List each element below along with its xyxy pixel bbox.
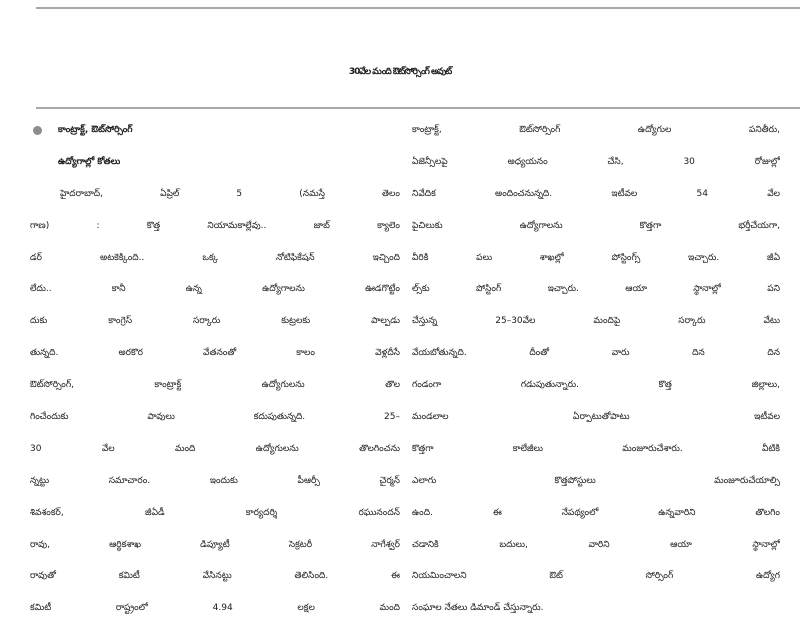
article-line: ఔట్‌సోర్సింగ్, కాంట్రాక్ట్ ఉద్యోగులను తొల <box>30 380 400 391</box>
article-line: దుకు కాంగ్రెస్ సర్కారు కుట్రలకు పాల్పడు <box>30 316 400 327</box>
article-line: 30 వేల మంది ఉద్యోగులను తొలగించను <box>30 443 400 454</box>
article-line: ఏజెన్సీలపై అధ్యయనం చేసి, 30 రోజుల్లో <box>412 156 780 167</box>
subhead-line: ఉద్యోగాల్లో కోతలు <box>58 156 121 167</box>
article-line: లేదు.. కానీ ఉన్న ఉద్యోగాలను ఊడగొట్టేం <box>30 284 400 295</box>
top-rule <box>36 7 800 9</box>
article-line: చడానికి బదులు, వారిని ఆయా స్థానాల్లో <box>412 539 780 550</box>
article-line: శివశంకర్, జీఏడీ కార్యదర్శి రఘునందన్ <box>30 507 400 518</box>
article-column-left <box>30 115 400 625</box>
headline-rule <box>36 107 800 109</box>
bullet-icon <box>33 126 42 135</box>
article-line: పైచిలుకు ఉద్యోగాలను కొత్తగా భర్తీచేయగా, <box>412 220 780 231</box>
article-line: కాంట్రాక్ట్, ఔట్‌సోర్సింగ్ ఉద్యోగుల పనితీరు, <box>412 125 780 135</box>
article-line: కమిటీ రాష్ట్రంలో 4.94 లక్షల మంది <box>30 603 400 614</box>
article-line: చేస్తున్న 25–30వేల మందిపై సర్కారు వేటు <box>412 316 780 327</box>
article-line: గించేందుకు పావులు కదుపుతున్నది. 25– <box>30 412 400 423</box>
article-line: ల్స్‌కు పోస్టింగ్ ఇచ్చారు. ఆయా స్థానాల్లో పని <box>412 284 780 295</box>
article-line: న్నట్టు సమాచారం. ఇందుకు పీఆర్సీ చైర్మన్ <box>30 475 400 486</box>
article-line: తున్నది. అరకొర వేతనంతో కాలం వెళ్లదీసే <box>30 348 400 359</box>
article-line: కొత్తగా కాలేజీలు మంజూరుచేశారు. వీటికి <box>412 443 780 454</box>
article-line: వేయబోతున్నది. దీంతో వారు దిన దిన <box>412 348 780 359</box>
subhead-line: కాంట్రాక్ట్, ఔట్‌సోర్సింగ్ <box>58 125 133 135</box>
article-line: హైదరాబాద్, ఏప్రిల్ 5 (నమస్తే తెలం <box>60 188 400 199</box>
article-line: ఎలాగు కొత్తపోస్టులు మంజూరుచేయాల్సి <box>412 475 780 486</box>
article-line: ఉంది. ఈ నేపథ్యంలో ఉన్నవారిని తొలగిం <box>412 507 780 518</box>
article-line: నియమించాలని ఔట్ సోర్సింగ్ ఉద్యోగ <box>412 571 780 582</box>
subhead <box>30 115 400 179</box>
article-line: నివేదిక అందించనున్నది. ఇటీవల 54 వేల <box>412 188 780 199</box>
article-line: గాణ) : కొత్త నియామకాల్లేవు.. జాబ్ క్యాలెం <box>30 220 400 231</box>
article-line: డర్ అటకెక్కింది.. ఒక్క నోటిఫికేషన్ ఇచ్చింది <box>30 252 400 263</box>
article-line: రావుతో కమిటీ వేసినట్టు తెలిసింది. ఈ <box>30 571 400 582</box>
article-line: వీరికి పలు శాఖల్లో పోస్టింగ్స్ ఇచ్చారు. జీఏ <box>412 252 780 263</box>
headline: 30వేల మంది ఔట్‌సోర్సింగ్ అవుట్ <box>348 67 452 78</box>
article-line: రావు, ఆర్థికశాఖ డిప్యూటీ సెక్రటరీ నాగేశ్వర్ <box>30 539 400 550</box>
article-line: మండలాల ఏర్పాటుతోపాటు ఇటీవల <box>412 412 780 423</box>
article-line: గండంగా గడుపుతున్నారు. కొత్త జిల్లాలు, <box>412 380 780 391</box>
article-column-right <box>412 115 780 625</box>
article-line: సంఘాల నేతలు డిమాండ్ చేస్తున్నారు. <box>412 603 544 614</box>
